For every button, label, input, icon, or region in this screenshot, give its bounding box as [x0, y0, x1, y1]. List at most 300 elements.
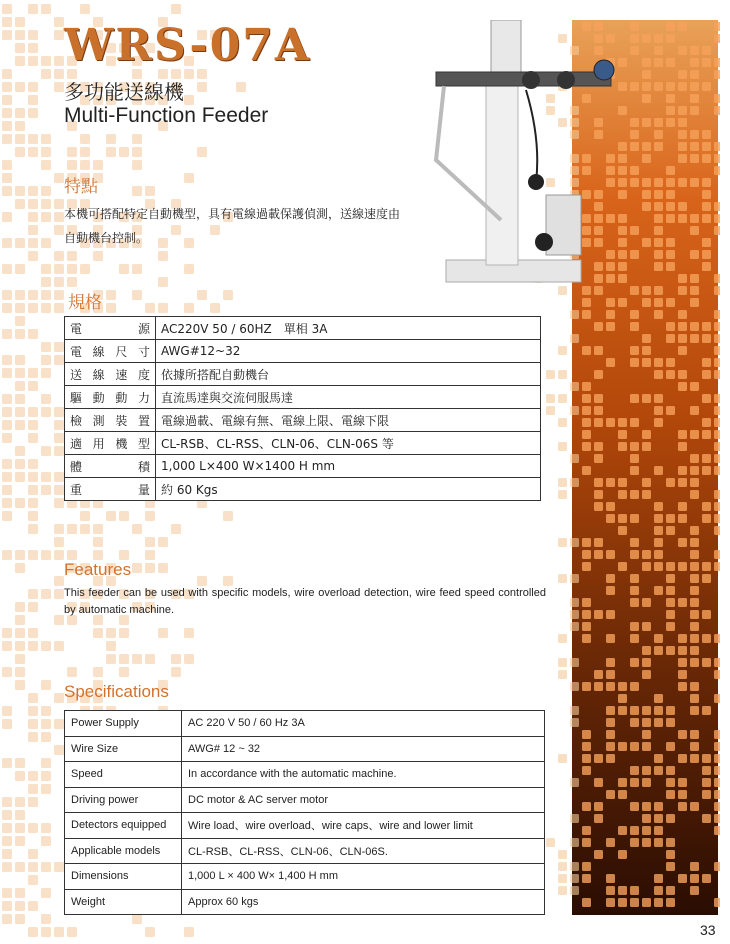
- decorative-square: [80, 147, 90, 157]
- decorative-square: [2, 394, 12, 404]
- decorative-square: [93, 550, 103, 560]
- decorative-square: [642, 346, 651, 355]
- decorative-square: [570, 598, 579, 607]
- decorative-square: [714, 526, 720, 535]
- decorative-square: [714, 898, 720, 907]
- decorative-square: [67, 550, 77, 560]
- decorative-square: [678, 778, 687, 787]
- decorative-square: [654, 706, 663, 715]
- decorative-square: [714, 790, 720, 799]
- decorative-square: [558, 670, 567, 679]
- decorative-square: [158, 277, 168, 287]
- decorative-square: [666, 766, 675, 775]
- decorative-square: [570, 574, 579, 583]
- spec-value: 直流馬達與交流伺服馬達: [156, 386, 541, 409]
- decorative-square: [642, 334, 651, 343]
- decorative-square: [606, 610, 615, 619]
- decorative-square: [2, 290, 12, 300]
- decorative-square: [714, 562, 720, 571]
- decorative-square: [654, 898, 663, 907]
- decorative-square: [41, 303, 51, 313]
- decorative-square: [714, 94, 720, 103]
- decorative-square: [41, 589, 51, 599]
- decorative-square: [702, 46, 711, 55]
- decorative-square: [654, 514, 663, 523]
- decorative-square: [2, 810, 12, 820]
- product-name-en: Multi-Function Feeder: [64, 104, 269, 127]
- decorative-square: [714, 730, 720, 739]
- decorative-square: [606, 550, 615, 559]
- spec-value: 電線過載、電線有無、電線上限、電線下限: [156, 409, 541, 432]
- decorative-square: [630, 586, 639, 595]
- spec-value: AC 220 V 50 / 60 Hz 3A: [182, 711, 545, 737]
- decorative-square: [654, 874, 663, 883]
- decorative-square: [678, 442, 687, 451]
- decorative-square: [654, 82, 663, 91]
- decorative-square: [642, 142, 651, 151]
- decorative-square: [630, 658, 639, 667]
- spec-label: Detectors equipped: [65, 813, 182, 839]
- decorative-square: [41, 355, 51, 365]
- decorative-square: [54, 407, 64, 417]
- decorative-square: [15, 420, 25, 430]
- decorative-square: [15, 186, 25, 196]
- machine-photo: [426, 20, 626, 300]
- decorative-square: [41, 134, 51, 144]
- decorative-square: [654, 214, 663, 223]
- decorative-square: [630, 718, 639, 727]
- decorative-square: [93, 537, 103, 547]
- decorative-square: [678, 682, 687, 691]
- decorative-square: [666, 178, 675, 187]
- decorative-square: [654, 550, 663, 559]
- decorative-square: [558, 886, 567, 895]
- decorative-square: [702, 202, 711, 211]
- decorative-square: [690, 478, 699, 487]
- decorative-square: [582, 766, 591, 775]
- decorative-square: [606, 742, 615, 751]
- decorative-square: [41, 927, 51, 937]
- decorative-square: [546, 370, 555, 379]
- decorative-square: [678, 130, 687, 139]
- decorative-square: [654, 802, 663, 811]
- decorative-square: [714, 322, 720, 331]
- decorative-square: [2, 459, 12, 469]
- decorative-square: [714, 34, 720, 43]
- decorative-square: [2, 849, 12, 859]
- decorative-square: [41, 394, 51, 404]
- decorative-square: [642, 442, 651, 451]
- decorative-square: [582, 598, 591, 607]
- decorative-square: [15, 17, 25, 27]
- decorative-square: [714, 826, 720, 835]
- decorative-square: [666, 718, 675, 727]
- decorative-square: [28, 43, 38, 53]
- decorative-square: [702, 562, 711, 571]
- decorative-square: [80, 511, 90, 521]
- decorative-square: [54, 355, 64, 365]
- decorative-square: [41, 342, 51, 352]
- spec-label: Applicable models: [65, 838, 182, 864]
- spec-row: [65, 813, 545, 839]
- decorative-square: [15, 901, 25, 911]
- decorative-square: [15, 303, 25, 313]
- decorative-square: [678, 286, 687, 295]
- decorative-square: [145, 511, 155, 521]
- decorative-square: [630, 514, 639, 523]
- decorative-square: [654, 646, 663, 655]
- decorative-square: [41, 264, 51, 274]
- decorative-square: [41, 732, 51, 742]
- decorative-square: [654, 418, 663, 427]
- decorative-square: [54, 589, 64, 599]
- decorative-square: [714, 154, 720, 163]
- decorative-square: [54, 485, 64, 495]
- decorative-square: [546, 394, 555, 403]
- spec-value: In accordance with the automatic machine.: [182, 762, 545, 788]
- decorative-square: [714, 802, 720, 811]
- decorative-square: [582, 466, 591, 475]
- decorative-square: [594, 322, 603, 331]
- decorative-square: [654, 190, 663, 199]
- decorative-square: [132, 290, 142, 300]
- decorative-square: [690, 646, 699, 655]
- decorative-square: [714, 106, 720, 115]
- decorative-square: [594, 754, 603, 763]
- spec-label: 體積: [65, 455, 156, 478]
- decorative-square: [630, 742, 639, 751]
- decorative-square: [28, 693, 38, 703]
- decorative-square: [15, 381, 25, 391]
- decorative-square: [630, 442, 639, 451]
- decorative-square: [690, 886, 699, 895]
- decorative-square: [15, 56, 25, 66]
- decorative-square: [654, 310, 663, 319]
- decorative-square: [618, 442, 627, 451]
- decorative-square: [714, 58, 720, 67]
- spec-row: [65, 363, 541, 386]
- decorative-square: [93, 160, 103, 170]
- decorative-square: [630, 838, 639, 847]
- decorative-square: [630, 418, 639, 427]
- decorative-square: [171, 667, 181, 677]
- decorative-square: [630, 802, 639, 811]
- spec-label: 電線尺寸: [65, 340, 156, 363]
- decorative-square: [618, 886, 627, 895]
- decorative-square: [119, 628, 129, 638]
- decorative-square: [630, 166, 639, 175]
- decorative-square: [702, 634, 711, 643]
- decorative-square: [28, 927, 38, 937]
- decorative-square: [582, 634, 591, 643]
- decorative-square: [690, 454, 699, 463]
- decorative-square: [654, 694, 663, 703]
- decorative-square: [54, 69, 64, 79]
- decorative-square: [702, 706, 711, 715]
- decorative-square: [570, 718, 579, 727]
- decorative-square: [145, 927, 155, 937]
- decorative-square: [67, 927, 77, 937]
- decorative-square: [702, 262, 711, 271]
- decorative-square: [594, 442, 603, 451]
- decorative-square: [2, 498, 12, 508]
- decorative-square: [119, 264, 129, 274]
- decorative-square: [714, 310, 720, 319]
- spec-label: Dimensions: [65, 864, 182, 890]
- decorative-square: [714, 214, 720, 223]
- decorative-square: [702, 658, 711, 667]
- decorative-square: [714, 418, 720, 427]
- decorative-square: [28, 4, 38, 14]
- decorative-square: [702, 334, 711, 343]
- decorative-square: [28, 147, 38, 157]
- decorative-square: [2, 30, 12, 40]
- decorative-square: [67, 251, 77, 261]
- decorative-square: [15, 459, 25, 469]
- decorative-square: [28, 368, 38, 378]
- decorative-square: [158, 628, 168, 638]
- decorative-square: [15, 147, 25, 157]
- decorative-square: [666, 526, 675, 535]
- spec-en-table: [64, 710, 545, 915]
- decorative-square: [54, 251, 64, 261]
- decorative-square: [630, 118, 639, 127]
- decorative-square: [558, 346, 567, 355]
- decorative-square: [678, 466, 687, 475]
- decorative-square: [714, 334, 720, 343]
- decorative-square: [654, 370, 663, 379]
- spec-value: 依據所搭配自動機台: [156, 363, 541, 386]
- spec-row: [65, 340, 541, 363]
- decorative-square: [28, 225, 38, 235]
- decorative-square: [54, 537, 64, 547]
- decorative-square: [666, 94, 675, 103]
- decorative-square: [171, 654, 181, 664]
- decorative-square: [714, 490, 720, 499]
- decorative-square: [630, 310, 639, 319]
- decorative-square: [54, 303, 64, 313]
- decorative-square: [714, 502, 720, 511]
- decorative-square: [666, 814, 675, 823]
- decorative-square: [41, 784, 51, 794]
- decorative-square: [41, 550, 51, 560]
- decorative-square: [28, 524, 38, 534]
- spec-zh-table: [64, 316, 541, 501]
- decorative-square: [606, 730, 615, 739]
- decorative-square: [690, 130, 699, 139]
- decorative-square: [594, 814, 603, 823]
- decorative-square: [570, 862, 579, 871]
- decorative-square: [654, 394, 663, 403]
- decorative-square: [630, 34, 639, 43]
- decorative-square: [702, 430, 711, 439]
- decorative-square: [606, 838, 615, 847]
- decorative-square: [714, 694, 720, 703]
- decorative-square: [2, 888, 12, 898]
- decorative-square: [630, 574, 639, 583]
- decorative-square: [654, 526, 663, 535]
- decorative-square: [666, 862, 675, 871]
- decorative-square: [702, 250, 711, 259]
- decorative-square: [666, 358, 675, 367]
- decorative-square: [197, 147, 207, 157]
- decorative-square: [54, 862, 64, 872]
- decorative-square: [132, 134, 142, 144]
- decorative-square: [594, 682, 603, 691]
- decorative-square: [145, 563, 155, 573]
- spec-label: Power Supply: [65, 711, 182, 737]
- decorative-square: [570, 538, 579, 547]
- decorative-square: [642, 670, 651, 679]
- decorative-square: [41, 290, 51, 300]
- decorative-square: [618, 490, 627, 499]
- spec-value: AC220V 50 / 60HZ 單相 3A: [156, 317, 541, 340]
- decorative-square: [654, 142, 663, 151]
- decorative-square: [2, 420, 12, 430]
- decorative-square: [690, 658, 699, 667]
- decorative-square: [2, 134, 12, 144]
- decorative-square: [582, 838, 591, 847]
- spec-row: [65, 711, 545, 737]
- decorative-square: [702, 610, 711, 619]
- decorative-square: [54, 82, 64, 92]
- decorative-square: [630, 322, 639, 331]
- decorative-square: [2, 797, 12, 807]
- decorative-square: [2, 511, 12, 521]
- decorative-square: [582, 862, 591, 871]
- decorative-square: [594, 406, 603, 415]
- decorative-square: [678, 46, 687, 55]
- decorative-square: [594, 802, 603, 811]
- decorative-square: [666, 622, 675, 631]
- decorative-square: [666, 334, 675, 343]
- decorative-square: [678, 646, 687, 655]
- decorative-square: [714, 430, 720, 439]
- decorative-square: [702, 394, 711, 403]
- product-name-zh: 多功能送線機: [64, 80, 184, 104]
- decorative-square: [618, 478, 627, 487]
- spec-row: [65, 455, 541, 478]
- decorative-square: [606, 574, 615, 583]
- decorative-square: [28, 420, 38, 430]
- decorative-square: [702, 214, 711, 223]
- decorative-square: [41, 680, 51, 690]
- decorative-square: [606, 358, 615, 367]
- decorative-square: [184, 927, 194, 937]
- decorative-square: [54, 446, 64, 456]
- decorative-square: [2, 264, 12, 274]
- decorative-square: [54, 17, 64, 27]
- decorative-square: [132, 914, 142, 924]
- decorative-square: [678, 754, 687, 763]
- decorative-square: [642, 478, 651, 487]
- spec-label: 驅動動力: [65, 386, 156, 409]
- decorative-square: [618, 526, 627, 535]
- decorative-square: [666, 190, 675, 199]
- decorative-square: [654, 718, 663, 727]
- decorative-square: [702, 178, 711, 187]
- decorative-square: [642, 778, 651, 787]
- decorative-square: [630, 826, 639, 835]
- spec-row: [65, 787, 545, 813]
- decorative-square: [714, 202, 720, 211]
- decorative-square: [132, 147, 142, 157]
- decorative-square: [223, 290, 233, 300]
- decorative-square: [570, 682, 579, 691]
- decorative-square: [41, 368, 51, 378]
- decorative-square: [41, 277, 51, 287]
- decorative-square: [714, 670, 720, 679]
- decorative-square: [28, 589, 38, 599]
- decorative-square: [678, 334, 687, 343]
- decorative-square: [702, 814, 711, 823]
- decorative-square: [702, 370, 711, 379]
- decorative-square: [714, 454, 720, 463]
- decorative-square: [642, 622, 651, 631]
- decorative-square: [606, 502, 615, 511]
- decorative-square: [15, 407, 25, 417]
- decorative-square: [678, 214, 687, 223]
- decorative-square: [54, 433, 64, 443]
- decorative-square: [41, 56, 51, 66]
- decorative-square: [54, 420, 64, 430]
- decorative-square: [606, 874, 615, 883]
- decorative-square: [41, 485, 51, 495]
- decorative-square: [678, 154, 687, 163]
- decorative-square: [15, 667, 25, 677]
- decorative-square: [80, 4, 90, 14]
- decorative-square: [654, 286, 663, 295]
- decorative-square: [630, 346, 639, 355]
- decorative-square: [702, 238, 711, 247]
- decorative-square: [606, 634, 615, 643]
- decorative-square: [678, 274, 687, 283]
- decorative-square: [618, 706, 627, 715]
- decorative-square: [570, 610, 579, 619]
- decorative-square: [654, 838, 663, 847]
- decorative-square: [582, 562, 591, 571]
- decorative-square: [54, 212, 64, 222]
- decorative-square: [714, 814, 720, 823]
- decorative-square: [690, 250, 699, 259]
- decorative-square: [702, 778, 711, 787]
- decorative-square: [654, 226, 663, 235]
- decorative-square: [582, 430, 591, 439]
- decorative-square: [618, 430, 627, 439]
- decorative-square: [28, 251, 38, 261]
- spec-row: [65, 889, 545, 915]
- decorative-square: [654, 58, 663, 67]
- decorative-square: [678, 22, 687, 31]
- decorative-square: [594, 454, 603, 463]
- decorative-square: [606, 310, 615, 319]
- decorative-square: [630, 598, 639, 607]
- decorative-square: [54, 290, 64, 300]
- decorative-square: [80, 160, 90, 170]
- decorative-square: [678, 634, 687, 643]
- decorative-square: [15, 771, 25, 781]
- decorative-square: [642, 238, 651, 247]
- decorative-square: [582, 898, 591, 907]
- spec-value: 約 60 Kgs: [156, 478, 541, 501]
- decorative-square: [570, 406, 579, 415]
- decorative-square: [690, 286, 699, 295]
- decorative-square: [15, 82, 25, 92]
- decorative-square: [93, 667, 103, 677]
- decorative-square: [606, 898, 615, 907]
- decorative-square: [28, 95, 38, 105]
- decorative-square: [690, 430, 699, 439]
